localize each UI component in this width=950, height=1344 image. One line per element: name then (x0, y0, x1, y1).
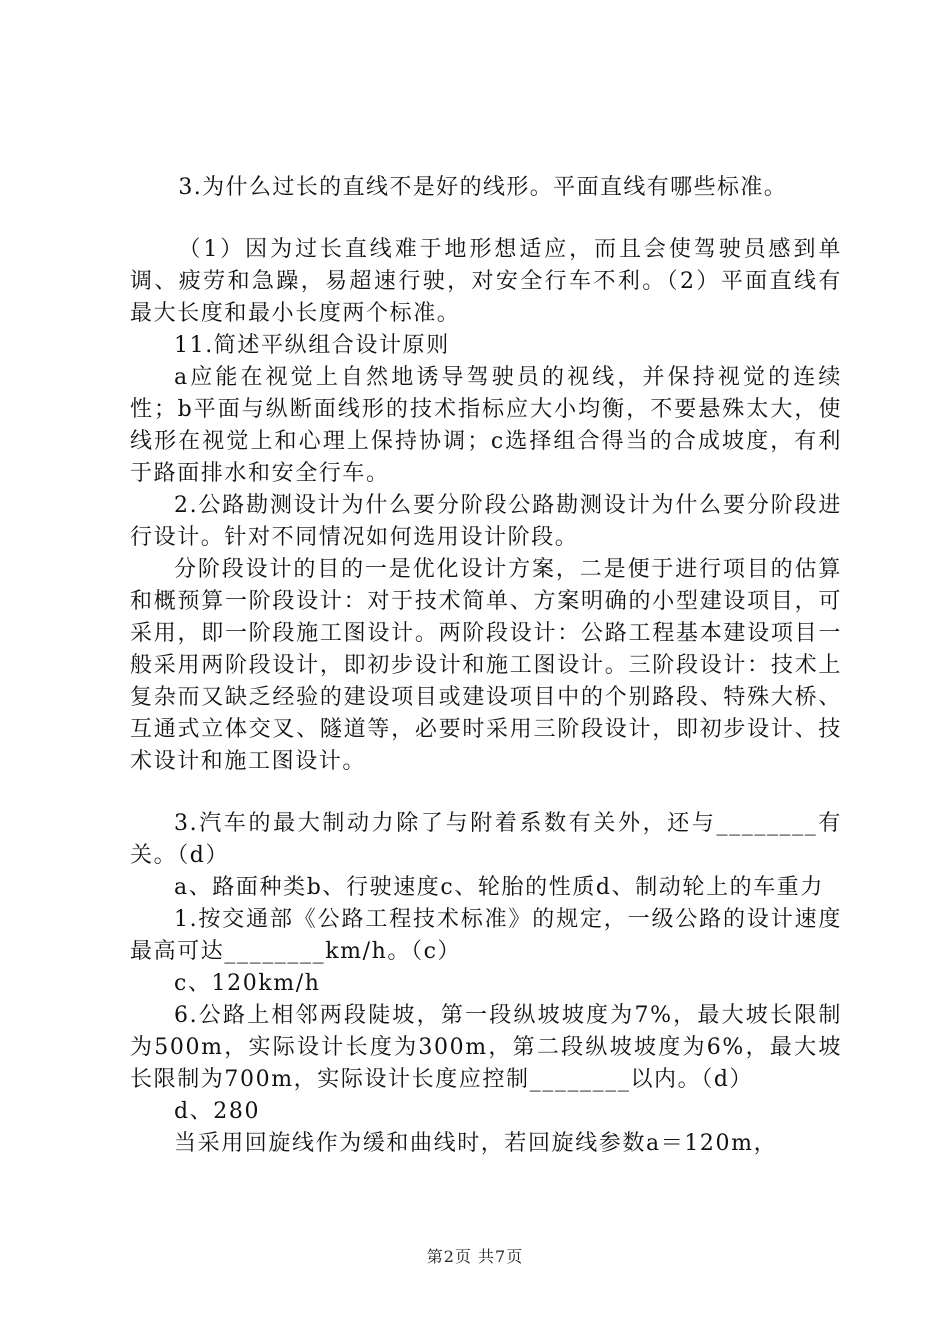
mc-question-3-options: a、路面种类b、行驶速度c、轮胎的性质d、制动轮上的车重力 (174, 875, 825, 900)
question-3-heading: 3.为什么过长的直线不是好的线形。平面直线有哪些标准。 (178, 175, 788, 200)
spiral-question: 当采用回旋线作为缓和曲线时，若回旋线参数a＝120m， (174, 1131, 778, 1156)
mc-question-6: 6.公路上相邻两段陡坡，第一段纵坡坡度为7%，最大坡长限制为500m，实际设计长度为300m，第二段纵坡坡度为6%，最大坡长限制为700m，实际设计长度应控制________以内。（d） (130, 1003, 842, 1092)
question-3-answer: （1）因为过长直线难于地形想适应，而且会使驾驶员感到单调、疲劳和急躁，易超速行驶，对安全行车不利。（2）平面直线有最大长度和最小长度两个标准。 (130, 237, 842, 326)
question-11-answer: a应能在视觉上自然地诱导驾驶员的视线，并保持视觉的连续性；b平面与纵断面线形的技术指标应大小均衡，不要悬殊太大，使线形在视觉上和心理上保持协调；c选择组合得当的合成坡度，有利于路面排水和安全行车。 (130, 365, 842, 486)
mc-question-1: 1.按交通部《公路工程技术标准》的规定，一级公路的设计速度最高可达________km/h。（c） (130, 907, 842, 964)
mc-question-3: 3.汽车的最大制动力除了与附着系数有关外，还与________有关。（d） (130, 811, 842, 868)
document-body (130, 172, 842, 1160)
mc-question-6-answer: d、280 (174, 1099, 261, 1124)
question-2-heading: 2.公路勘测设计为什么要分阶段公路勘测设计为什么要分阶段进行设计。针对不同情况如何选用设计阶段。 (130, 493, 842, 550)
question-11-heading: 11.简述平纵组合设计原则 (174, 333, 450, 358)
mc-question-1-answer: c、120km/h (174, 971, 321, 996)
page-number-footer: 第2页 共7页 (426, 1247, 524, 1266)
question-2-answer: 分阶段设计的目的一是优化设计方案，二是便于进行项目的估算和概预算一阶段设计：对于技术简单、方案明确的小型建设项目，可采用，即一阶段施工图设计。两阶段设计：公路工程基本建设项目一般采用两阶段设计，即初步设计和施工图设计。三阶段设计：技术上复杂而又缺乏经验的建设项目或建设项目中的个别路段、特殊大桥、互通式立体交叉、隧道等，必要时采用三阶段设计，即初步设计、技术设计和施工图设计。 (130, 557, 842, 774)
